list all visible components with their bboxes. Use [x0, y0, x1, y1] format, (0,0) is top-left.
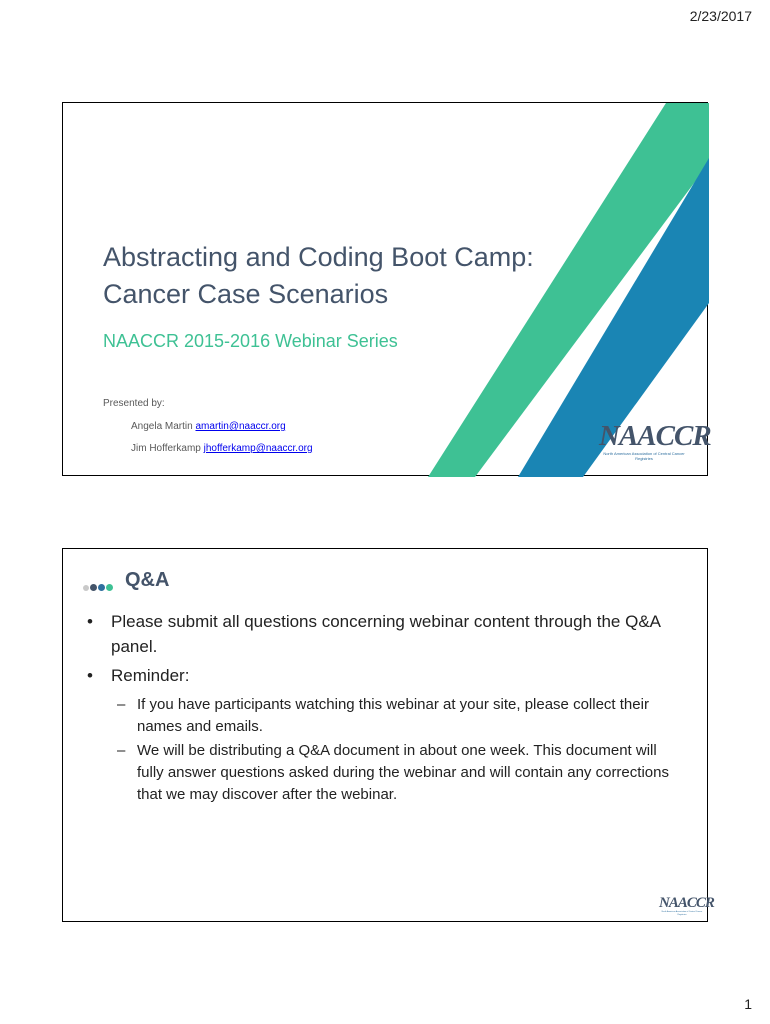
subbullet-mark: – — [117, 742, 126, 759]
bullet-text: Please submit all questions concerning webinar content through the Q&A panel. — [111, 612, 661, 656]
bullet-mark: • — [87, 612, 93, 631]
presenter-name: Angela Martin — [131, 421, 193, 432]
logo-tagline: North American Association of Central Cancer Registries — [661, 911, 703, 916]
subbullet-mark: – — [117, 696, 126, 713]
qa-slide — [62, 548, 714, 922]
dot-icon — [90, 584, 97, 591]
title-slide — [62, 102, 711, 476]
slide-title: Abstracting and Coding Boot Camp: Cancer Case Scenarios — [103, 242, 534, 309]
bullet-item — [87, 609, 677, 659]
dot-icon — [83, 585, 89, 591]
subbullet-text: We will be distributing a Q&A document in about one week. This document will fully answer questions asked during the webinar and will contain any corrections that we may discover after the webinar. — [137, 742, 669, 803]
bullet-mark: • — [87, 666, 93, 685]
naaccr-logo — [599, 420, 711, 461]
bullet-item — [87, 663, 677, 688]
dot-icon — [98, 584, 105, 591]
logo-wordmark: NAACCR — [659, 895, 714, 911]
presenter-email-link[interactable]: jhofferkamp@naaccr.org — [203, 443, 313, 454]
presenter-email-link[interactable]: amartin@naaccr.org — [195, 421, 286, 432]
logo-wordmark: NAACCR — [599, 420, 711, 452]
presented-by-label: Presented by: — [103, 398, 165, 409]
subbullet-item — [117, 694, 677, 738]
slide-title: Q&A — [125, 569, 170, 591]
logo-tagline: North American Association of Central Cancer Registries — [603, 451, 685, 461]
naaccr-logo — [659, 895, 714, 917]
subbullet-text: If you have participants watching this webinar at your site, please collect their names and emails. — [137, 696, 649, 735]
dot-icon — [106, 584, 113, 591]
presenter-item — [131, 421, 286, 432]
subbullet-item — [117, 740, 677, 806]
presenter-name: Jim Hofferkamp — [131, 443, 201, 454]
decorative-dots-icon — [83, 579, 114, 597]
page-date: 2/23/2017 — [689, 8, 752, 24]
page-number: 1 — [744, 996, 752, 1012]
presenter-item — [131, 443, 313, 454]
slide-subtitle: NAACCR 2015-2016 Webinar Series — [103, 331, 398, 351]
bullet-text: Reminder: — [111, 666, 190, 685]
